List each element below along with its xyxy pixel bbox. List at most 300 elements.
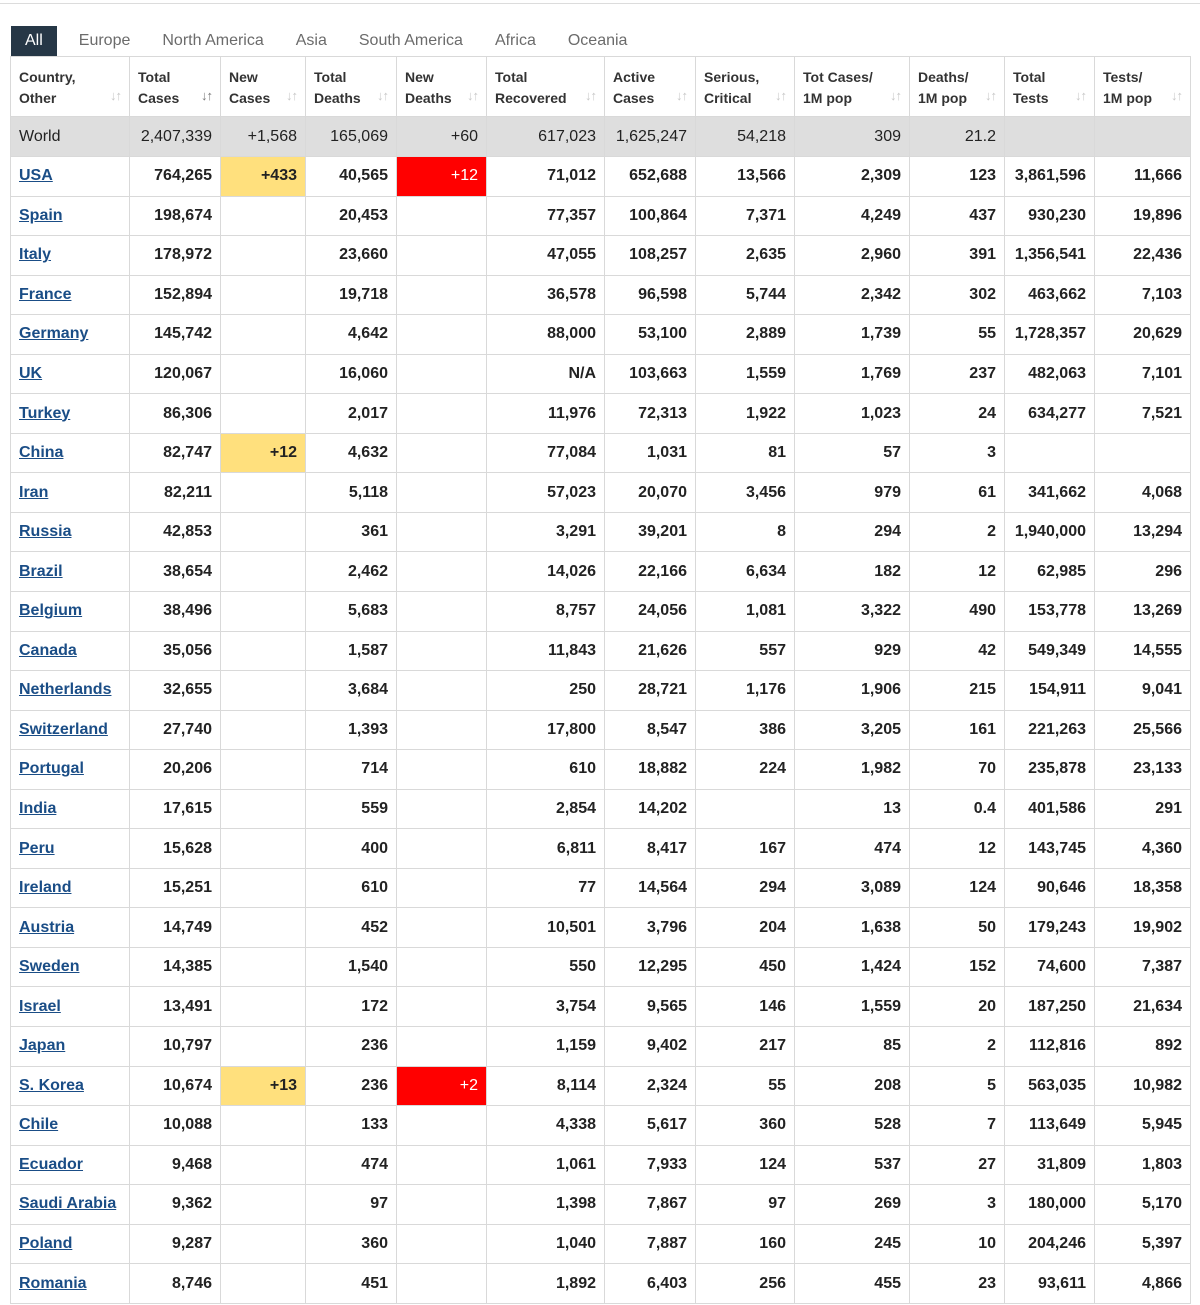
table-row bbox=[11, 908, 1191, 948]
cell-new-cases bbox=[221, 789, 306, 829]
cell-total-tests: 112,816 bbox=[1005, 1027, 1095, 1067]
country-link[interactable]: Canada bbox=[19, 641, 77, 659]
country-link[interactable]: Saudi Arabia bbox=[19, 1195, 117, 1213]
cell-new-cases bbox=[221, 275, 306, 315]
header-total-recovered[interactable] bbox=[487, 57, 605, 117]
cell-total-cases: 42,853 bbox=[130, 512, 221, 552]
cell-total-deaths: 5,683 bbox=[306, 592, 397, 632]
cell-serious-critical: 97 bbox=[696, 1185, 795, 1225]
cell-tot-cases-per-1m: 208 bbox=[795, 1066, 910, 1106]
header-active-cases[interactable] bbox=[605, 57, 696, 117]
cell-country bbox=[11, 789, 130, 829]
cell-total-cases: 764,265 bbox=[130, 157, 221, 197]
cell-active-cases: 28,721 bbox=[605, 671, 696, 711]
cell-new-cases bbox=[221, 947, 306, 987]
cell-total-cases: 20,206 bbox=[130, 750, 221, 790]
header-tests-per-1m[interactable] bbox=[1095, 57, 1191, 117]
cell-active-cases: 5,617 bbox=[605, 1106, 696, 1146]
table-row bbox=[11, 552, 1191, 592]
cell-tests-per-1m: 5,397 bbox=[1095, 1224, 1191, 1264]
cell-total-deaths: 5,118 bbox=[306, 473, 397, 513]
cell-total-deaths: 16,060 bbox=[306, 354, 397, 394]
cell-deaths-per-1m: 2 bbox=[910, 1027, 1005, 1067]
cell-new-cases: +12 bbox=[221, 433, 306, 473]
cell-total-recovered: 3,754 bbox=[487, 987, 605, 1027]
cell-active-cases: 8,547 bbox=[605, 710, 696, 750]
cell-total-cases: 9,468 bbox=[130, 1145, 221, 1185]
cell-tests-per-1m: 22,436 bbox=[1095, 236, 1191, 276]
cell-country bbox=[11, 631, 130, 671]
header-label-line1: Tot Cases/ bbox=[803, 69, 873, 85]
cell-deaths-per-1m: 20 bbox=[910, 987, 1005, 1027]
cell-new-cases bbox=[221, 1185, 306, 1225]
cell-tot-cases-per-1m: 1,769 bbox=[795, 354, 910, 394]
cell-new-deaths bbox=[397, 552, 487, 592]
country-link[interactable]: Ireland bbox=[19, 879, 72, 897]
country-link[interactable]: Chile bbox=[19, 1116, 59, 1134]
header-label-line2: 1M pop bbox=[1103, 90, 1152, 106]
cell-deaths-per-1m: 10 bbox=[910, 1224, 1005, 1264]
country-link[interactable]: Austria bbox=[19, 918, 75, 936]
cell-total-cases: 178,972 bbox=[130, 236, 221, 276]
cell-total-deaths: 1,587 bbox=[306, 631, 397, 671]
cell-total-cases: 15,628 bbox=[130, 829, 221, 869]
cell-total-cases: 86,306 bbox=[130, 394, 221, 434]
cell-new-deaths bbox=[397, 236, 487, 276]
cell-new-deaths: +60 bbox=[397, 117, 487, 157]
cell-total-deaths: 236 bbox=[306, 1066, 397, 1106]
cell-total-deaths: 4,642 bbox=[306, 315, 397, 355]
cell-active-cases: 20,070 bbox=[605, 473, 696, 513]
cell-country bbox=[11, 552, 130, 592]
cell-active-cases: 103,663 bbox=[605, 354, 696, 394]
cell-tot-cases-per-1m: 537 bbox=[795, 1145, 910, 1185]
cell-active-cases: 21,626 bbox=[605, 631, 696, 671]
cell-country bbox=[11, 1027, 130, 1067]
header-new-deaths[interactable] bbox=[397, 57, 487, 117]
cell-total-tests: 180,000 bbox=[1005, 1185, 1095, 1225]
header-label-line1: Deaths/ bbox=[918, 69, 969, 85]
header-deaths-per-1m[interactable] bbox=[910, 57, 1005, 117]
table-row bbox=[11, 1145, 1191, 1185]
cell-tot-cases-per-1m: 3,322 bbox=[795, 592, 910, 632]
cell-total-deaths: 2,462 bbox=[306, 552, 397, 592]
cell-total-deaths: 400 bbox=[306, 829, 397, 869]
cell-total-cases: 38,496 bbox=[130, 592, 221, 632]
cell-tot-cases-per-1m: 2,309 bbox=[795, 157, 910, 197]
cell-total-tests: 62,985 bbox=[1005, 552, 1095, 592]
sort-icon[interactable]: ↓↑ bbox=[1171, 88, 1182, 103]
cell-active-cases: 7,933 bbox=[605, 1145, 696, 1185]
cell-serious-critical: 224 bbox=[696, 750, 795, 790]
country-link[interactable]: S. Korea bbox=[19, 1076, 84, 1094]
cell-tot-cases-per-1m: 528 bbox=[795, 1106, 910, 1146]
cell-total-cases: 17,615 bbox=[130, 789, 221, 829]
country-link[interactable]: China bbox=[19, 444, 64, 462]
cell-total-recovered: 88,000 bbox=[487, 315, 605, 355]
country-link[interactable]: France bbox=[19, 285, 72, 303]
cell-tests-per-1m: 892 bbox=[1095, 1027, 1191, 1067]
cell-total-tests: 187,250 bbox=[1005, 987, 1095, 1027]
tab-asia[interactable]: Asia bbox=[295, 32, 327, 49]
cell-total-deaths: 451 bbox=[306, 1264, 397, 1304]
cell-active-cases: 18,882 bbox=[605, 750, 696, 790]
cell-total-tests: 634,277 bbox=[1005, 394, 1095, 434]
cell-total-recovered: 11,843 bbox=[487, 631, 605, 671]
cell-new-deaths bbox=[397, 1106, 487, 1146]
header-label-line1: Active bbox=[613, 69, 656, 85]
cell-active-cases: 12,295 bbox=[605, 947, 696, 987]
cell-total-deaths: 474 bbox=[306, 1145, 397, 1185]
cell-deaths-per-1m: 70 bbox=[910, 750, 1005, 790]
header-label-line2: Deaths bbox=[405, 90, 452, 106]
header-new-cases[interactable] bbox=[221, 57, 306, 117]
cell-new-cases bbox=[221, 987, 306, 1027]
cell-total-deaths: 20,453 bbox=[306, 196, 397, 236]
country-link[interactable]: Switzerland bbox=[19, 720, 108, 738]
cell-new-cases: +13 bbox=[221, 1066, 306, 1106]
cell-total-cases: 9,362 bbox=[130, 1185, 221, 1225]
cell-serious-critical: 54,218 bbox=[696, 117, 795, 157]
cell-total-deaths: 40,565 bbox=[306, 157, 397, 197]
cell-total-cases: 10,797 bbox=[130, 1027, 221, 1067]
header-label-line1: New bbox=[229, 69, 258, 85]
header-label-line2: Cases bbox=[229, 90, 271, 106]
cell-new-cases bbox=[221, 1224, 306, 1264]
cell-country bbox=[11, 433, 130, 473]
cell-total-cases: 35,056 bbox=[130, 631, 221, 671]
cell-total-deaths: 1,540 bbox=[306, 947, 397, 987]
cell-total-recovered: 2,854 bbox=[487, 789, 605, 829]
cell-total-cases: 9,287 bbox=[130, 1224, 221, 1264]
cell-total-cases: 82,747 bbox=[130, 433, 221, 473]
cell-total-cases: 82,211 bbox=[130, 473, 221, 513]
cell-tot-cases-per-1m: 474 bbox=[795, 829, 910, 869]
header-serious-critical[interactable] bbox=[696, 57, 795, 117]
cell-serious-critical: 450 bbox=[696, 947, 795, 987]
cell-total-recovered: 1,040 bbox=[487, 1224, 605, 1264]
cell-total-tests: 143,745 bbox=[1005, 829, 1095, 869]
tab-europe[interactable]: Europe bbox=[78, 32, 131, 49]
cell-new-deaths: +2 bbox=[397, 1066, 487, 1106]
world-total-row bbox=[11, 117, 1191, 157]
country-link[interactable]: Iran bbox=[19, 483, 49, 501]
sort-icon[interactable]: ↓↑ bbox=[1075, 88, 1086, 103]
cell-total-recovered: 71,012 bbox=[487, 157, 605, 197]
cell-new-deaths bbox=[397, 433, 487, 473]
cell-tests-per-1m: 7,103 bbox=[1095, 275, 1191, 315]
tab-africa[interactable]: Africa bbox=[494, 32, 536, 49]
cell-active-cases: 100,864 bbox=[605, 196, 696, 236]
cell-total-recovered: 14,026 bbox=[487, 552, 605, 592]
cell-total-tests: 3,861,596 bbox=[1005, 157, 1095, 197]
cell-active-cases: 2,324 bbox=[605, 1066, 696, 1106]
cell-serious-critical: 1,559 bbox=[696, 354, 795, 394]
cell-total-tests: 463,662 bbox=[1005, 275, 1095, 315]
cell-serious-critical: 146 bbox=[696, 987, 795, 1027]
sort-icon[interactable]: ↓↑ bbox=[775, 88, 786, 103]
cell-tests-per-1m: 23,133 bbox=[1095, 750, 1191, 790]
sort-icon[interactable]: ↓↑ bbox=[585, 88, 596, 103]
cell-total-cases: 145,742 bbox=[130, 315, 221, 355]
cell-total-tests: 549,349 bbox=[1005, 631, 1095, 671]
country-link[interactable]: India bbox=[19, 800, 57, 818]
cell-country bbox=[11, 157, 130, 197]
cell-tests-per-1m: 4,360 bbox=[1095, 829, 1191, 869]
country-link[interactable]: Peru bbox=[19, 839, 55, 857]
table-row bbox=[11, 1106, 1191, 1146]
cell-serious-critical: 294 bbox=[696, 868, 795, 908]
cell-new-deaths bbox=[397, 987, 487, 1027]
cell-new-cases bbox=[221, 908, 306, 948]
cell-total-tests: 93,611 bbox=[1005, 1264, 1095, 1304]
cell-total-deaths: 360 bbox=[306, 1224, 397, 1264]
cell-country bbox=[11, 394, 130, 434]
header-label-line1: Total bbox=[314, 69, 347, 85]
header-total-cases[interactable] bbox=[130, 57, 221, 117]
cell-serious-critical bbox=[696, 789, 795, 829]
cell-new-cases bbox=[221, 1027, 306, 1067]
table-row bbox=[11, 433, 1191, 473]
cell-deaths-per-1m: 3 bbox=[910, 1185, 1005, 1225]
cell-total-deaths: 97 bbox=[306, 1185, 397, 1225]
cell-total-deaths: 559 bbox=[306, 789, 397, 829]
cell-total-tests: 31,809 bbox=[1005, 1145, 1095, 1185]
cell-tot-cases-per-1m: 929 bbox=[795, 631, 910, 671]
cell-active-cases: 6,403 bbox=[605, 1264, 696, 1304]
sort-icon[interactable]: ↓↑ bbox=[110, 88, 121, 103]
tab-south-america[interactable]: South America bbox=[358, 32, 463, 49]
cell-total-tests: 930,230 bbox=[1005, 196, 1095, 236]
cell-tot-cases-per-1m: 3,205 bbox=[795, 710, 910, 750]
header-label-line1: Total bbox=[138, 69, 171, 85]
country-link[interactable]: Romania bbox=[19, 1274, 87, 1292]
country-link[interactable]: Portugal bbox=[19, 760, 84, 778]
cell-new-cases bbox=[221, 315, 306, 355]
sort-icon[interactable]: ↓↑ bbox=[890, 88, 901, 103]
table-row bbox=[11, 275, 1191, 315]
cell-serious-critical: 360 bbox=[696, 1106, 795, 1146]
tab-oceania[interactable]: Oceania bbox=[567, 32, 628, 49]
cell-active-cases: 7,887 bbox=[605, 1224, 696, 1264]
cell-new-deaths bbox=[397, 473, 487, 513]
header-label-line2: Tests bbox=[1013, 90, 1049, 106]
cell-new-cases bbox=[221, 354, 306, 394]
table-row bbox=[11, 512, 1191, 552]
cell-tests-per-1m: 20,629 bbox=[1095, 315, 1191, 355]
cell-tot-cases-per-1m: 1,906 bbox=[795, 671, 910, 711]
cell-tests-per-1m: 4,068 bbox=[1095, 473, 1191, 513]
country-link[interactable]: UK bbox=[19, 365, 43, 382]
cell-total-cases: 32,655 bbox=[130, 671, 221, 711]
cell-total-tests: 401,586 bbox=[1005, 789, 1095, 829]
cell-active-cases: 14,564 bbox=[605, 868, 696, 908]
cell-total-recovered: 8,757 bbox=[487, 592, 605, 632]
country-link[interactable]: Belgium bbox=[19, 602, 83, 620]
cell-active-cases: 9,402 bbox=[605, 1027, 696, 1067]
cell-serious-critical: 386 bbox=[696, 710, 795, 750]
cell-new-deaths bbox=[397, 789, 487, 829]
sort-icon[interactable]: ↓↑ bbox=[985, 88, 996, 103]
cell-tests-per-1m: 13,269 bbox=[1095, 592, 1191, 632]
country-link[interactable]: Netherlands bbox=[19, 681, 112, 699]
country-link[interactable]: Brazil bbox=[19, 562, 63, 580]
cell-serious-critical: 8 bbox=[696, 512, 795, 552]
cell-active-cases: 14,202 bbox=[605, 789, 696, 829]
header-label-line1: Serious, bbox=[704, 69, 760, 85]
cell-country bbox=[11, 275, 130, 315]
cell-tot-cases-per-1m: 3,089 bbox=[795, 868, 910, 908]
header-label-line2: 1M pop bbox=[918, 90, 967, 106]
cell-total-tests: 235,878 bbox=[1005, 750, 1095, 790]
table-row bbox=[11, 1066, 1191, 1106]
cell-deaths-per-1m: 161 bbox=[910, 710, 1005, 750]
table-row bbox=[11, 987, 1191, 1027]
country-link[interactable]: Turkey bbox=[19, 404, 71, 422]
cell-total-deaths: 3,684 bbox=[306, 671, 397, 711]
country-link[interactable]: Italy bbox=[19, 246, 52, 264]
cell-deaths-per-1m: 3 bbox=[910, 433, 1005, 473]
cell-deaths-per-1m: 0.4 bbox=[910, 789, 1005, 829]
cell-country bbox=[11, 236, 130, 276]
header-total-tests[interactable] bbox=[1005, 57, 1095, 117]
cell-tot-cases-per-1m: 979 bbox=[795, 473, 910, 513]
cell-tot-cases-per-1m: 455 bbox=[795, 1264, 910, 1304]
cell-country bbox=[11, 592, 130, 632]
cell-serious-critical: 55 bbox=[696, 1066, 795, 1106]
country-link[interactable]: Spain bbox=[19, 206, 63, 224]
cell-deaths-per-1m: 23 bbox=[910, 1264, 1005, 1304]
cell-deaths-per-1m: 50 bbox=[910, 908, 1005, 948]
table-row bbox=[11, 315, 1191, 355]
cell-active-cases: 1,625,247 bbox=[605, 117, 696, 157]
country-link[interactable]: Japan bbox=[19, 1037, 66, 1055]
cell-new-cases bbox=[221, 473, 306, 513]
table-row bbox=[11, 196, 1191, 236]
cell-country bbox=[11, 512, 130, 552]
table-row bbox=[11, 1224, 1191, 1264]
country-link[interactable]: Germany bbox=[19, 325, 89, 343]
cell-total-deaths: 236 bbox=[306, 1027, 397, 1067]
region-tabs bbox=[11, 26, 643, 56]
cell-total-recovered: 47,055 bbox=[487, 236, 605, 276]
cell-country bbox=[11, 829, 130, 869]
cell-tests-per-1m: 7,387 bbox=[1095, 947, 1191, 987]
header-tot-cases-per-1m[interactable] bbox=[795, 57, 910, 117]
header-total-deaths[interactable] bbox=[306, 57, 397, 117]
cell-total-recovered: 550 bbox=[487, 947, 605, 987]
cell-total-tests: 204,246 bbox=[1005, 1224, 1095, 1264]
sort-icon[interactable]: ↓↑ bbox=[286, 88, 297, 103]
cell-tot-cases-per-1m: 4,249 bbox=[795, 196, 910, 236]
table-row bbox=[11, 750, 1191, 790]
cell-total-tests bbox=[1005, 117, 1095, 157]
table-row bbox=[11, 473, 1191, 513]
tab-all[interactable]: All bbox=[11, 26, 57, 56]
cell-tot-cases-per-1m: 1,638 bbox=[795, 908, 910, 948]
cell-new-cases bbox=[221, 592, 306, 632]
sort-icon[interactable]: ↓↑ bbox=[676, 88, 687, 103]
cell-deaths-per-1m: 42 bbox=[910, 631, 1005, 671]
cell-country bbox=[11, 750, 130, 790]
cell-total-tests: 563,035 bbox=[1005, 1066, 1095, 1106]
cell-new-cases: +1,568 bbox=[221, 117, 306, 157]
cell-new-cases bbox=[221, 394, 306, 434]
cell-serious-critical: 6,634 bbox=[696, 552, 795, 592]
country-link[interactable]: Russia bbox=[19, 523, 72, 541]
cell-country bbox=[11, 315, 130, 355]
cell-new-deaths bbox=[397, 1224, 487, 1264]
table-row bbox=[11, 868, 1191, 908]
tab-north-america[interactable]: North America bbox=[162, 32, 264, 49]
cell-total-recovered: N/A bbox=[487, 354, 605, 394]
cell-tests-per-1m: 5,170 bbox=[1095, 1185, 1191, 1225]
cell-deaths-per-1m: 24 bbox=[910, 394, 1005, 434]
cell-country bbox=[11, 710, 130, 750]
country-link[interactable]: Ecuador bbox=[19, 1155, 84, 1173]
table-row bbox=[11, 1264, 1191, 1304]
cell-new-deaths bbox=[397, 868, 487, 908]
header-label-line2: Critical bbox=[704, 90, 752, 106]
cell-total-tests: 1,940,000 bbox=[1005, 512, 1095, 552]
country-link[interactable]: Poland bbox=[19, 1235, 73, 1253]
country-link[interactable]: USA bbox=[19, 167, 53, 185]
cell-total-tests: 1,728,357 bbox=[1005, 315, 1095, 355]
cell-country bbox=[11, 1145, 130, 1185]
cell-active-cases: 108,257 bbox=[605, 236, 696, 276]
cell-new-cases bbox=[221, 1106, 306, 1146]
cell-tests-per-1m: 7,101 bbox=[1095, 354, 1191, 394]
cell-total-tests: 154,911 bbox=[1005, 671, 1095, 711]
cell-tests-per-1m bbox=[1095, 433, 1191, 473]
cell-new-deaths bbox=[397, 512, 487, 552]
sort-icon[interactable]: ↓↑ bbox=[201, 88, 212, 103]
cell-deaths-per-1m: 124 bbox=[910, 868, 1005, 908]
cell-new-cases bbox=[221, 868, 306, 908]
cell-country bbox=[11, 1185, 130, 1225]
sort-icon[interactable]: ↓↑ bbox=[467, 88, 478, 103]
covid-stats-table bbox=[10, 56, 1191, 1304]
cell-serious-critical: 204 bbox=[696, 908, 795, 948]
cell-new-cases bbox=[221, 631, 306, 671]
cell-total-deaths: 133 bbox=[306, 1106, 397, 1146]
country-link[interactable]: Sweden bbox=[19, 958, 80, 976]
cell-total-cases: 10,088 bbox=[130, 1106, 221, 1146]
sort-icon[interactable]: ↓↑ bbox=[377, 88, 388, 103]
cell-total-deaths: 2,017 bbox=[306, 394, 397, 434]
cell-new-cases bbox=[221, 552, 306, 592]
cell-total-deaths: 19,718 bbox=[306, 275, 397, 315]
cell-new-cases bbox=[221, 512, 306, 552]
cell-serious-critical: 217 bbox=[696, 1027, 795, 1067]
cell-new-deaths bbox=[397, 710, 487, 750]
country-link[interactable]: Israel bbox=[19, 997, 61, 1015]
cell-total-tests: 1,356,541 bbox=[1005, 236, 1095, 276]
cell-active-cases: 24,056 bbox=[605, 592, 696, 632]
cell-active-cases: 8,417 bbox=[605, 829, 696, 869]
cell-serious-critical: 256 bbox=[696, 1264, 795, 1304]
cell-new-cases: +433 bbox=[221, 157, 306, 197]
header-country[interactable] bbox=[11, 57, 130, 117]
cell-deaths-per-1m: 55 bbox=[910, 315, 1005, 355]
cell-new-deaths bbox=[397, 908, 487, 948]
header-label-line2: Deaths bbox=[314, 90, 361, 106]
cell-total-recovered: 3,291 bbox=[487, 512, 605, 552]
header-row bbox=[11, 57, 1191, 117]
cell-total-tests: 221,263 bbox=[1005, 710, 1095, 750]
cell-country bbox=[11, 947, 130, 987]
cell-country bbox=[11, 196, 130, 236]
